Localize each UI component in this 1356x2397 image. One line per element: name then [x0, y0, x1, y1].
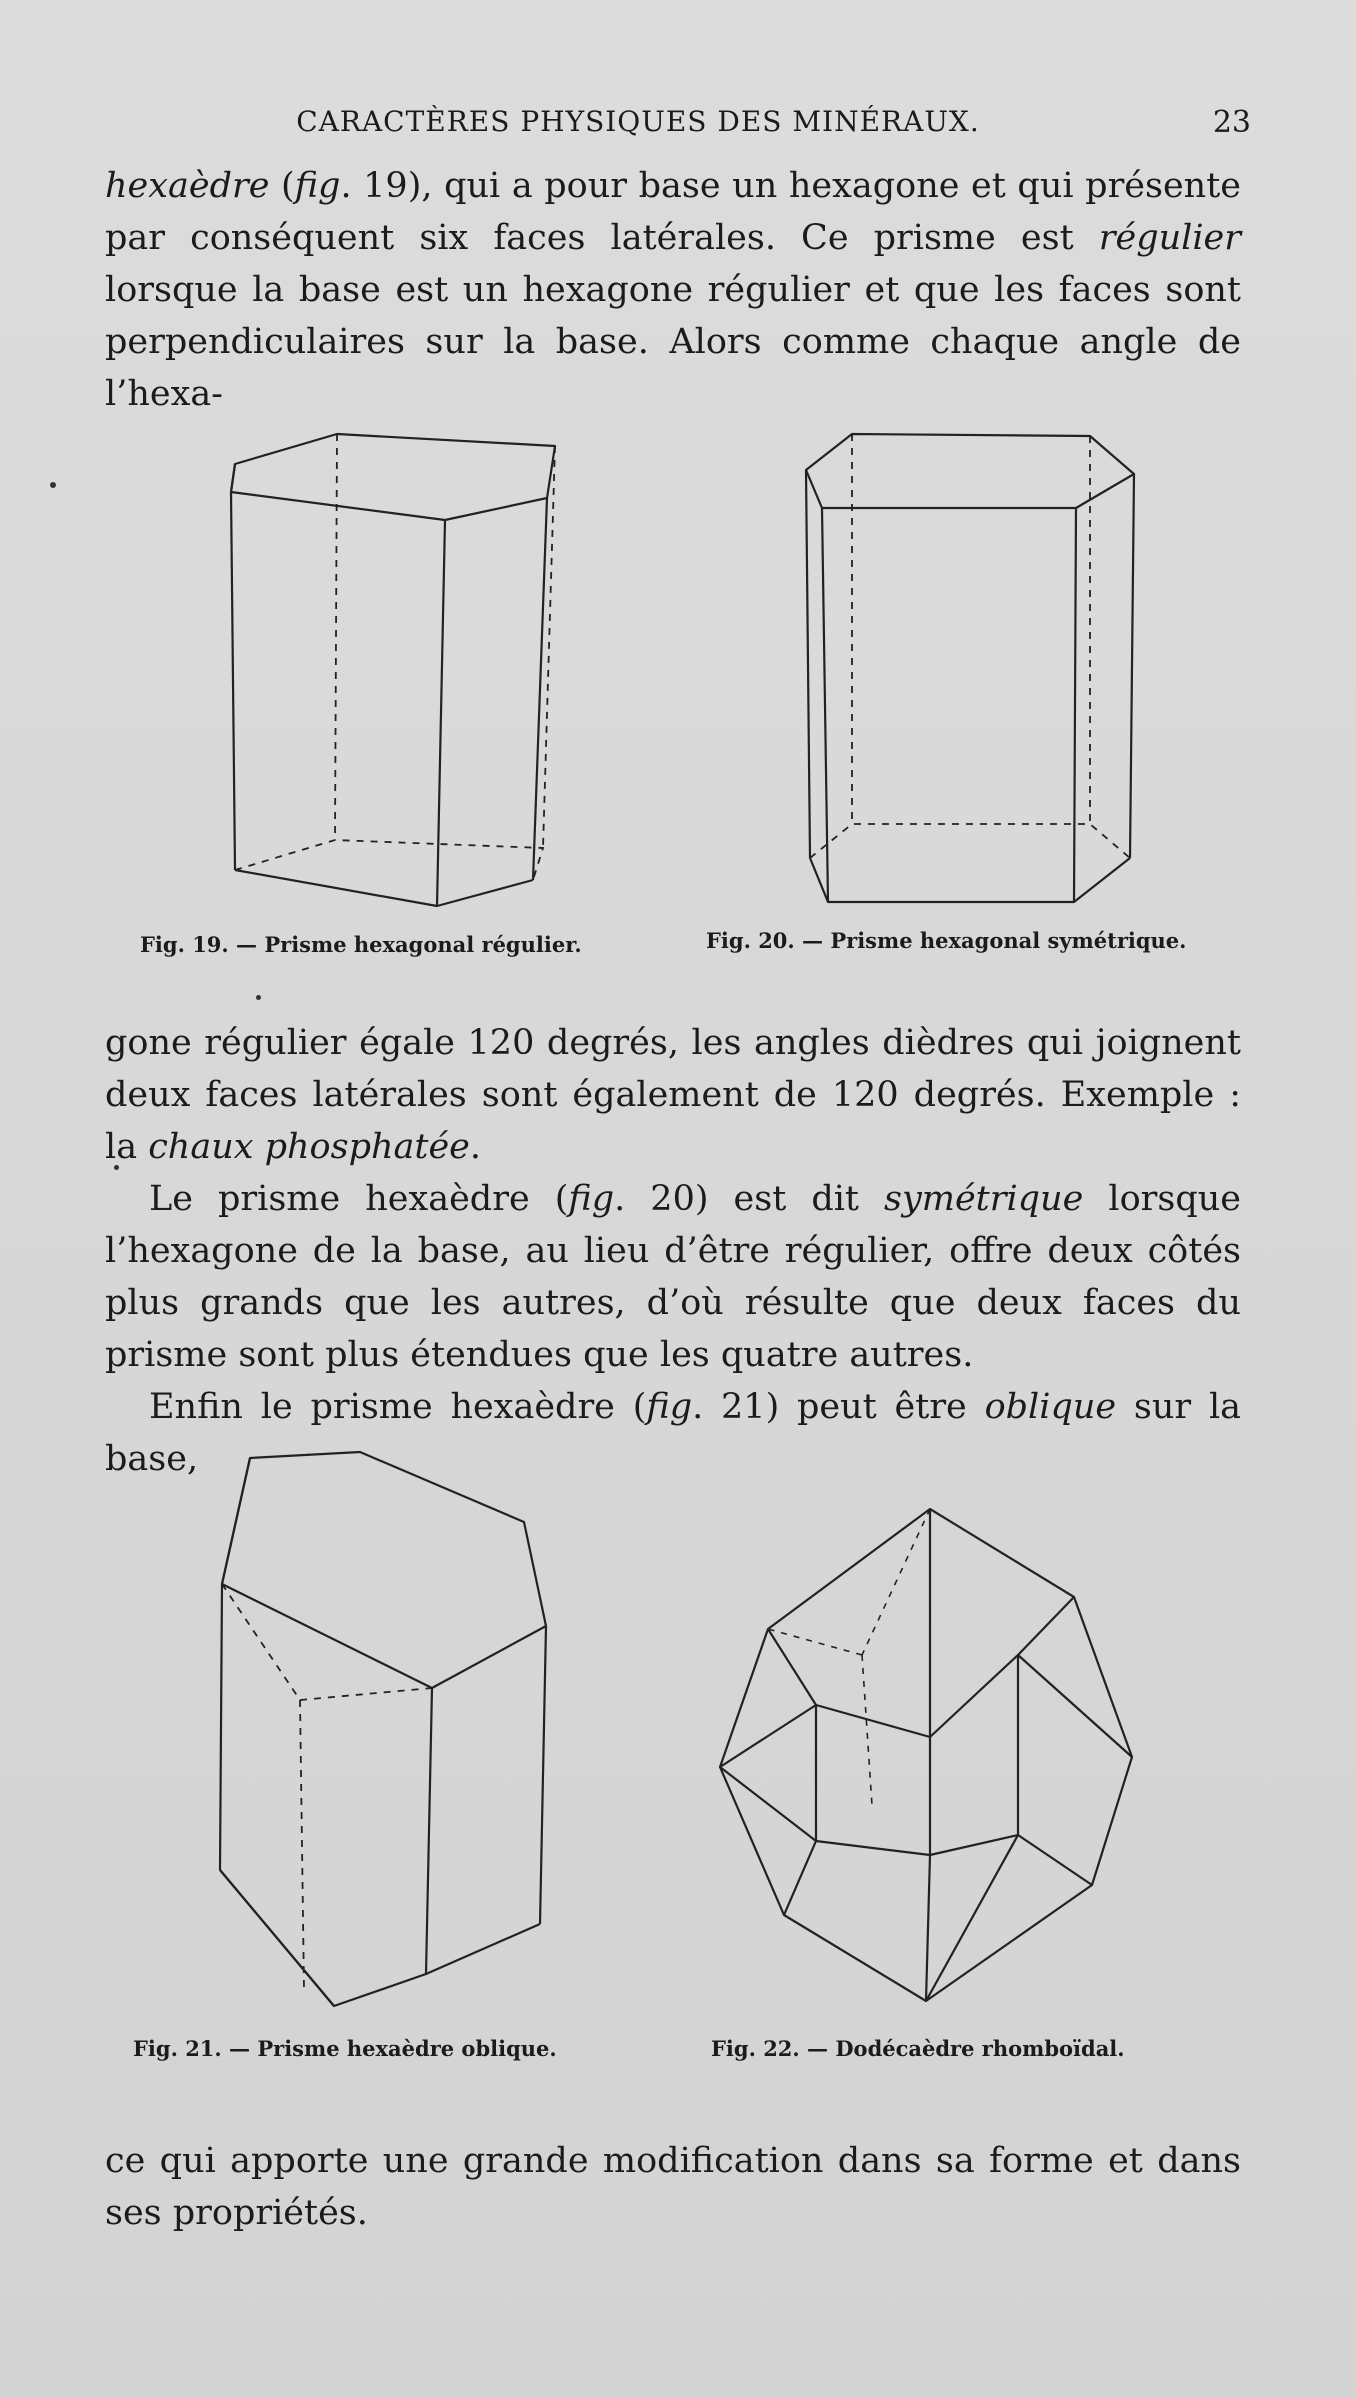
ink-speck	[50, 482, 56, 488]
text-block-top	[105, 160, 1241, 420]
fig-abbr: fig	[568, 1179, 615, 1219]
fig19-reference: . 19), qui a pour base un hexagone et qui présente par conséquent six faces latérales. Ce prisme est	[105, 166, 1242, 258]
paragraph-oblique-rest: sur la base,	[105, 1387, 1242, 1479]
fig22-dodecahedron-drawing	[712, 1505, 1142, 2005]
term-regulier: régulier	[1098, 218, 1241, 258]
fig19-prism-drawing	[225, 428, 625, 908]
paragraph-chaux-text: gone régulier égale 120 degrés, les angles dièdres qui joignent deux faces latérales sont également de 120 degrés. Exemple : la	[105, 1023, 1241, 1167]
page-number: 23	[1212, 105, 1251, 140]
fig-abbr: fig	[294, 166, 341, 206]
figure-21	[210, 1448, 550, 2008]
fig20-caption: Fig. 20. — Prisme hexagonal symétrique.	[706, 928, 1187, 953]
paren-open: (	[269, 166, 295, 206]
running-head	[105, 105, 1251, 149]
fig21-reference: . 21) peut être	[692, 1387, 985, 1427]
term-hexaedre: hexaèdre	[105, 166, 270, 206]
paragraph-hexaedre	[105, 160, 1241, 420]
fig22-caption: Fig. 22. — Dodécaèdre rhomboïdal.	[711, 2036, 1125, 2061]
fig20-prism-drawing	[800, 428, 1140, 908]
period: .	[469, 1127, 482, 1167]
term-symetrique: symétrique	[884, 1179, 1084, 1219]
figure-19	[225, 428, 625, 908]
ink-speck	[256, 995, 261, 1000]
fig20-reference: . 20) est dit	[614, 1179, 885, 1219]
paragraph-oblique-start: Enfin le prisme hexaèdre (	[149, 1387, 647, 1427]
running-title: CARACTÈRES PHYSIQUES DES MINÉRAUX.	[296, 105, 980, 138]
fig21-caption: Fig. 21. — Prisme hexaèdre oblique.	[133, 2036, 557, 2061]
paragraph-symetrique-start: Le prisme hexaèdre (	[149, 1179, 569, 1219]
fig19-caption: Fig. 19. — Prisme hexagonal régulier.	[140, 932, 582, 957]
paragraph-symetrique	[105, 1173, 1241, 1381]
term-oblique: oblique	[984, 1387, 1117, 1427]
text-block-middle	[105, 1017, 1241, 1485]
figure-22	[712, 1505, 1142, 2005]
paragraph-symetrique-rest: lorsque l’hexagone de la base, au lieu d’être régulier, offre deux côtés plus grands que les autres, d’où résulte que deux faces du prisme sont plus étendues que les quatre autres.	[105, 1179, 1241, 1375]
paragraph-chaux	[105, 1017, 1241, 1173]
paragraph-modification: ce qui apporte une grande modification dans sa forme et dans ses propriétés.	[105, 2141, 1241, 2233]
text-block-bottom	[105, 2135, 1241, 2239]
fig-abbr: fig	[646, 1387, 693, 1427]
paragraph-hexaedre-rest: lorsque la base est un hexagone régulier et que les faces sont perpendiculaires sur la base. Alors comme chaque angle de l’hexa-	[105, 270, 1241, 414]
figure-20	[800, 428, 1140, 908]
fig21-prism-drawing	[210, 1448, 550, 2008]
term-chaux-phosphatee: chaux phosphatée	[148, 1127, 470, 1167]
